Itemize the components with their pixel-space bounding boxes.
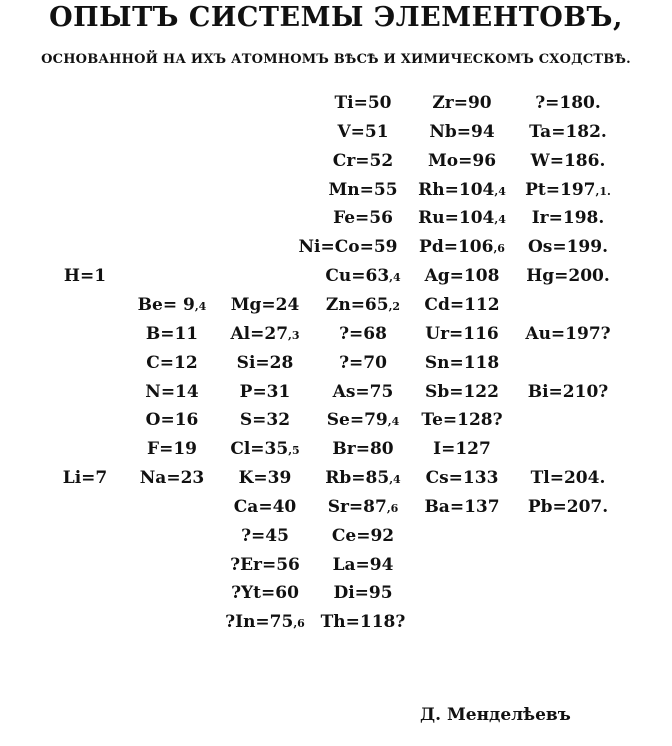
element-entry <box>529 122 607 142</box>
element-entry <box>333 555 394 575</box>
element-value: Di=95 <box>333 583 393 604</box>
element-entry <box>333 208 393 228</box>
element-value: Al=27 <box>230 323 289 344</box>
element-value-fraction: ,5 <box>288 444 300 458</box>
element-value: Fe=56 <box>333 208 393 229</box>
element-entry <box>426 468 499 488</box>
element-value-fraction: ,6 <box>293 617 305 631</box>
element-entry <box>337 122 388 142</box>
element-value: Cd=112 <box>424 294 500 315</box>
element-value: Cu=63 <box>325 266 390 287</box>
element-entry <box>425 353 499 373</box>
element-value-fraction: ,4 <box>494 184 506 198</box>
element-value: C=12 <box>146 352 198 373</box>
element-entry <box>230 439 299 461</box>
element-value: Zn=65 <box>325 294 389 315</box>
element-entry <box>425 266 500 286</box>
element-value: H=1 <box>63 266 107 287</box>
element-value-fraction: ,3 <box>288 328 300 342</box>
element-value: I=127 <box>433 439 491 460</box>
element-value: Pt=197 <box>525 179 596 200</box>
element-entry <box>526 266 610 286</box>
element-entry <box>525 324 610 344</box>
element-value: Te=128? <box>421 410 503 431</box>
element-entry <box>230 324 299 346</box>
element-value: Ce=92 <box>331 525 395 546</box>
element-value: B=11 <box>145 323 199 344</box>
element-value: Sn=118 <box>424 352 500 373</box>
element-entry <box>140 468 204 488</box>
element-entry <box>234 497 296 517</box>
element-value-fraction: ,4 <box>194 299 207 313</box>
element-entry <box>433 439 491 459</box>
element-entry <box>531 151 606 171</box>
element-entry <box>334 93 391 113</box>
element-entry <box>240 410 290 430</box>
element-value: Ir=198. <box>531 208 605 229</box>
author-signature: Д. Менделѣевъ <box>420 705 571 725</box>
element-value: Ca=40 <box>233 496 297 517</box>
element-entry <box>63 468 107 488</box>
element-entry <box>332 439 393 459</box>
element-entry <box>333 382 394 402</box>
element-value: Sr=87 <box>327 496 387 517</box>
element-value: Bi=210? <box>527 381 609 402</box>
element-value: Nb=94 <box>429 121 495 142</box>
element-value-fraction: ,6 <box>386 501 399 515</box>
element-entry <box>298 237 397 257</box>
element-value: ?Er=56 <box>230 554 300 575</box>
element-entry <box>419 237 505 259</box>
element-value: Zr=90 <box>432 93 492 113</box>
element-entry <box>339 353 387 373</box>
element-value-fraction: ,4 <box>389 473 401 487</box>
element-value: Ur=116 <box>425 323 499 344</box>
element-entry <box>231 295 300 315</box>
element-value: ?=70 <box>339 352 387 373</box>
element-entry <box>528 237 608 257</box>
element-entry <box>531 468 606 488</box>
element-value: Ni=Co=59 <box>298 237 398 258</box>
element-value: Th=118? <box>320 612 406 633</box>
element-value: ?In=75 <box>225 612 294 633</box>
element-entry <box>146 353 197 373</box>
element-entry <box>239 468 292 488</box>
element-value: ?=180. <box>535 93 601 113</box>
element-entry <box>240 382 291 402</box>
element-entry <box>425 382 499 402</box>
element-value: Si=28 <box>236 352 294 373</box>
element-value: K=39 <box>238 468 292 489</box>
element-entry <box>326 295 400 317</box>
element-entry <box>146 410 199 430</box>
element-entry <box>418 180 506 202</box>
element-value-fraction: ,4 <box>387 415 400 429</box>
element-entry <box>333 151 393 171</box>
element-value: Tl=204. <box>530 468 606 489</box>
element-entry <box>325 266 400 288</box>
element-value: Na=23 <box>139 468 205 489</box>
element-value: Os=199. <box>527 237 609 258</box>
element-entry <box>237 353 294 373</box>
element-entry <box>425 324 499 344</box>
element-value: Hg=200. <box>526 266 610 287</box>
element-value: Ta=182. <box>529 121 607 142</box>
element-entry <box>528 382 609 402</box>
page-subtitle: ОСНОВАННОЙ НА ИХЪ АТОМНОМЪ ВѢСѢ И ХИМИЧЕСКОМЪ СХОДСТВѢ. <box>41 52 631 67</box>
element-value: W=186. <box>530 150 606 171</box>
element-entry <box>225 612 305 634</box>
element-entry <box>327 410 399 432</box>
element-value: Mn=55 <box>328 179 398 200</box>
element-value-fraction: ,2 <box>388 299 401 313</box>
element-entry <box>532 208 605 228</box>
element-value: Pd=106 <box>419 237 494 258</box>
element-entry <box>428 151 496 171</box>
element-value: Pb=207. <box>527 496 609 517</box>
element-entry <box>432 93 491 113</box>
element-value: Au=197? <box>525 323 611 344</box>
element-entry <box>528 497 608 517</box>
element-entry <box>525 180 611 202</box>
element-entry <box>418 208 506 230</box>
element-value: N=14 <box>145 381 199 402</box>
element-value: Mg=24 <box>230 294 300 315</box>
element-value: Cl=35 <box>230 439 289 460</box>
element-entry <box>231 583 299 603</box>
element-value: P=31 <box>239 381 291 402</box>
page-title: ОПЫТЪ СИСТЕМЫ ЭЛЕМЕНТОВЪ, <box>49 2 623 33</box>
element-value: Be= 9 <box>137 294 195 315</box>
element-entry <box>332 526 394 546</box>
element-value: Rb=85 <box>325 468 390 489</box>
element-value-fraction: ,4 <box>494 213 506 227</box>
element-entry <box>535 93 601 113</box>
element-value: Ba=137 <box>424 496 500 517</box>
element-value: La=94 <box>332 554 394 575</box>
element-value: Sb=122 <box>425 381 499 402</box>
element-entry <box>421 410 502 430</box>
element-entry <box>333 583 392 603</box>
element-value-fraction: ,6 <box>493 242 505 256</box>
element-value: ?Yt=60 <box>231 583 299 604</box>
element-entry <box>424 497 499 517</box>
element-entry <box>429 122 494 142</box>
element-value: Cs=133 <box>425 468 499 489</box>
element-value: S=32 <box>239 410 291 431</box>
element-value: O=16 <box>145 410 199 431</box>
element-value: Mo=96 <box>427 150 497 171</box>
element-value: As=75 <box>332 381 394 402</box>
element-entry <box>241 526 289 546</box>
element-entry <box>138 295 207 317</box>
element-entry <box>325 468 400 490</box>
element-value: ?=68 <box>339 323 387 344</box>
element-value-fraction: ,1. <box>595 184 611 198</box>
element-value: ?=45 <box>241 525 289 546</box>
element-value: Rh=104 <box>418 179 495 200</box>
element-value: Se=79 <box>326 410 388 431</box>
element-value-fraction: ,4 <box>389 271 401 285</box>
element-value: Ti=50 <box>334 93 392 113</box>
element-entry <box>328 497 399 519</box>
element-entry <box>230 555 300 575</box>
element-value: F=19 <box>147 439 197 460</box>
element-entry <box>146 324 198 344</box>
element-value: Li=7 <box>62 468 108 489</box>
element-value: Ag=108 <box>424 266 500 287</box>
element-entry <box>424 295 499 315</box>
element-value: V=51 <box>337 121 389 142</box>
element-value: Ru=104 <box>418 208 495 229</box>
element-value: Cr=52 <box>332 150 394 171</box>
element-entry <box>145 382 198 402</box>
element-entry <box>339 324 387 344</box>
element-entry <box>328 180 397 200</box>
element-entry <box>321 612 406 632</box>
element-entry <box>64 266 106 286</box>
element-value: Br=80 <box>332 439 394 460</box>
element-entry <box>147 439 197 459</box>
